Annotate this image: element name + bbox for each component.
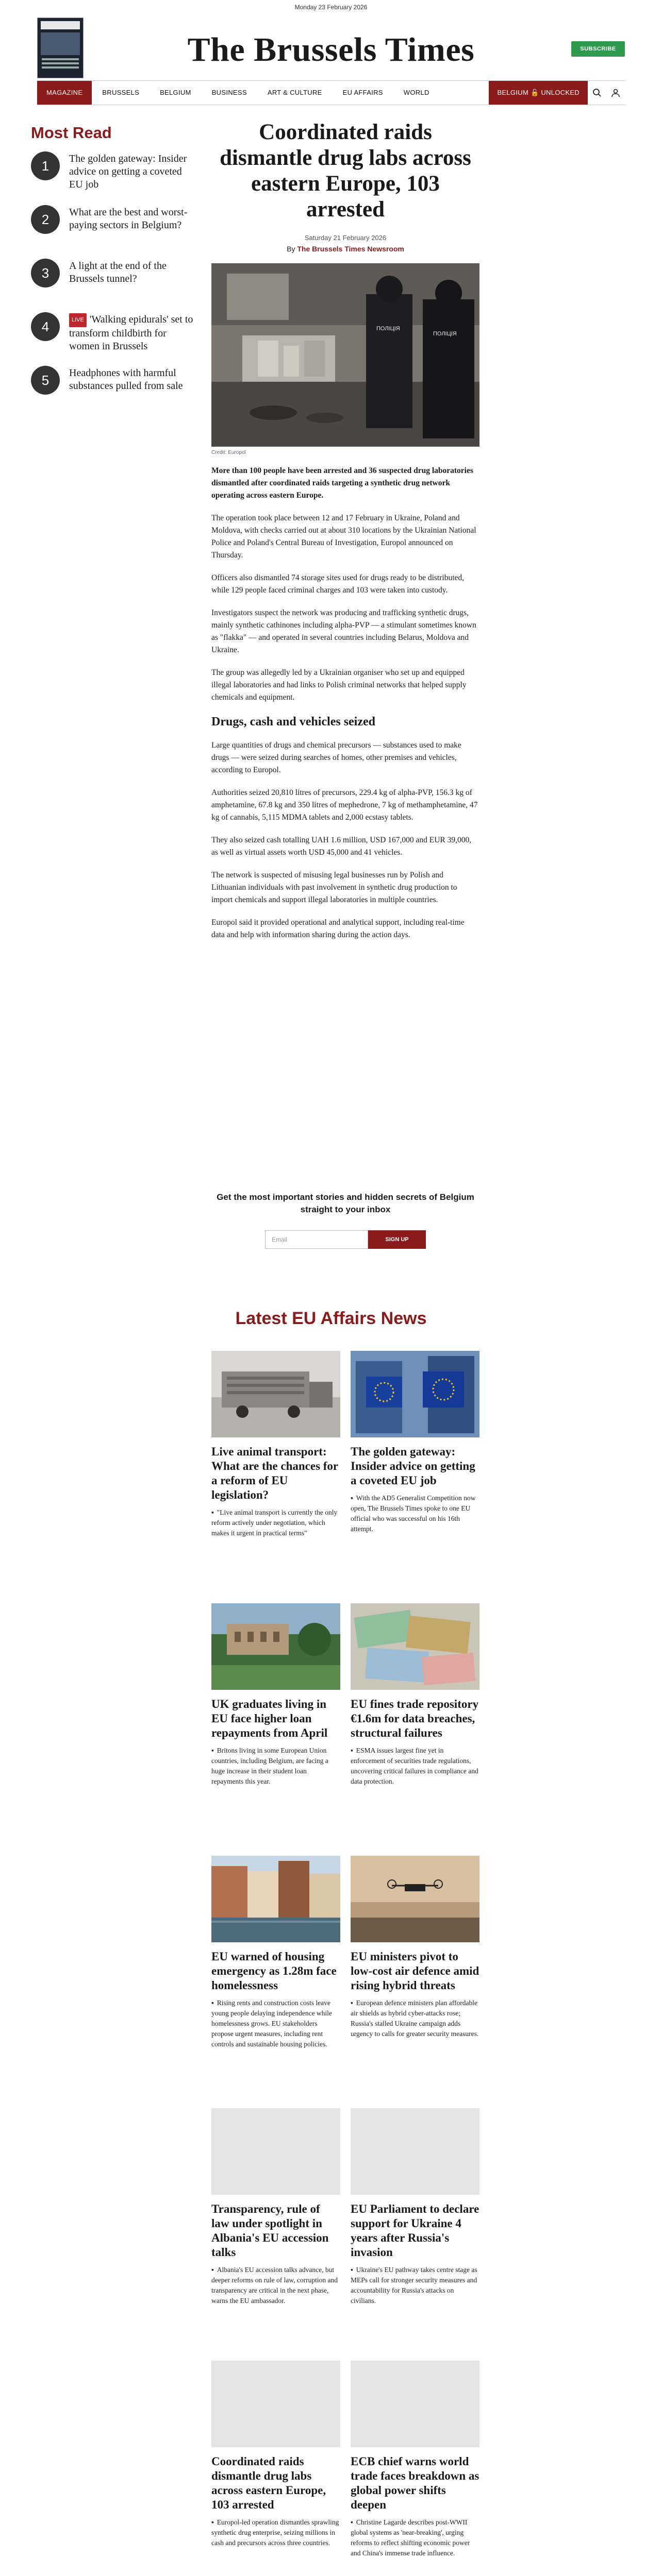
rank-badge: 2 bbox=[31, 205, 60, 234]
nav-item-belgium-unlocked[interactable]: BELGIUM 🔓 UNLOCKED bbox=[489, 81, 588, 105]
news-card-title[interactable]: EU warned of housing emergency as 1.28m face homelessness bbox=[211, 1950, 337, 1992]
article-paragraph: Investigators suspect the network was producing and trafficking synthetic drugs, mainly synthetic cathinones including alpha-PVP — a stimulant sometimes known as "flakka" — and operated in several countries including Belarus, Moldova and Ukraine. bbox=[211, 608, 476, 654]
news-card-blurb: ▪ Albania's EU accession talks advance, but deeper reforms on rule of law, corruption and transparency are critical in the next phase, warns the EU ambassador. bbox=[211, 2265, 340, 2306]
most-read-item[interactable] bbox=[31, 259, 196, 312]
most-read-title: Most Read bbox=[31, 124, 112, 142]
news-card-blurb: ▪ Ukraine's EU pathway takes centre stage as MEPs call for stronger security measures and accountability for Russia's attacks on civilians. bbox=[351, 2265, 479, 2306]
article-paragraph: They also seized cash totalling UAH 1.6 million, USD 167,000 and EUR 39,000, as well as virtual assets worth USD 45,000 and 41 vehicles. bbox=[211, 836, 472, 857]
top-date: Monday 23 February 2026 bbox=[294, 4, 368, 11]
nav-item-business[interactable]: BUSINESS bbox=[211, 89, 247, 96]
email-field[interactable]: Email bbox=[265, 1230, 368, 1249]
rank-badge: 5 bbox=[31, 366, 60, 395]
article-date: Saturday 21 February 2026 bbox=[304, 234, 387, 242]
article-paragraph: Large quantities of drugs and chemical precursors — substances used to make drugs — were seized during searches of homes, other premises and vehicles, according to Europol. bbox=[211, 741, 461, 774]
news-card[interactable] bbox=[351, 1603, 479, 1787]
police-label: ПОЛІЦІЯ bbox=[433, 331, 457, 337]
most-read-link-text[interactable]: 'Walking epidurals' set to transform childbirth for women in Brussels bbox=[69, 314, 193, 352]
police-label: ПОЛІЦІЯ bbox=[376, 326, 400, 332]
most-read-sidebar bbox=[31, 124, 196, 419]
news-card-title[interactable]: Transparency, rule of law under spotlight in Albania's EU accession talks bbox=[211, 2202, 329, 2259]
article-byline bbox=[211, 245, 479, 253]
news-card-image[interactable] bbox=[211, 1856, 340, 1942]
most-read-link[interactable]: A light at the end of the Brussels tunnel? bbox=[69, 260, 167, 284]
newsletter-signup bbox=[211, 1191, 479, 1249]
news-card[interactable] bbox=[211, 2361, 340, 2548]
news-card-title[interactable]: EU ministers pivot to low-cost air defence amid rising hybrid threats bbox=[351, 1950, 479, 1992]
subscribe-button[interactable]: SUBSCRIBE bbox=[571, 41, 625, 57]
nav-item-world[interactable]: WORLD bbox=[403, 89, 429, 96]
article bbox=[211, 120, 479, 941]
nav-item-art-culture[interactable]: ART & CULTURE bbox=[267, 89, 322, 96]
article-subhead: Drugs, cash and vehicles seized bbox=[211, 715, 375, 728]
masthead bbox=[0, 14, 662, 80]
nav-item-magazine[interactable]: MAGAZINE bbox=[37, 81, 92, 105]
most-read-link[interactable]: The golden gateway: Insider advice on getting a coveted EU job bbox=[69, 153, 187, 190]
news-card[interactable] bbox=[211, 1856, 340, 2049]
news-card-image[interactable] bbox=[211, 1603, 340, 1690]
news-card[interactable] bbox=[211, 1603, 340, 1787]
news-card[interactable] bbox=[211, 2108, 340, 2306]
rank-badge: 4 bbox=[31, 312, 60, 341]
article-hero-image bbox=[211, 263, 479, 447]
news-card-blurb: ▪ Rising rents and construction costs leave young people delaying independence while homelessness grows. EU stakeholders propose urgent measures, including rent controls and sustainable housing policies. bbox=[211, 1998, 340, 2049]
article-paragraph: The group was allegedly led by a Ukrainian organiser who set up and equipped illegal laboratories and had links to Polish criminal networks that helped supply chemicals and equipment. bbox=[211, 668, 467, 702]
news-card[interactable] bbox=[211, 1351, 340, 1538]
author-link[interactable]: The Brussels Times Newsroom bbox=[297, 245, 404, 253]
news-card-blurb: ▪ Europol-led operation dismantles sprawling synthetic drug enterprise, seizing millions in cash and precursors across three countries. bbox=[211, 2517, 340, 2548]
news-card-title[interactable]: EU fines trade repository €1.6m for data breaches, structural failures bbox=[351, 1698, 479, 1739]
news-card-title[interactable]: EU Parliament to declare support for Ukraine 4 years after Russia's invasion bbox=[351, 2202, 479, 2259]
newsletter-title: Get the most important stories and hidden secrets of Belgium straight to your inbox bbox=[217, 1192, 474, 1214]
news-card-image[interactable] bbox=[351, 2361, 479, 2447]
rank-badge: 3 bbox=[31, 259, 60, 287]
news-card-blurb: ▪ "Live animal transport is currently the only reform actively under negotiation, which makes it urgent in practical terms" bbox=[211, 1507, 340, 1538]
article-lead: More than 100 people have been arrested and 36 suspected drug laboratories dismantled after coordinated raids targeting a synthetic drug network operating across eastern Europe. bbox=[211, 466, 473, 500]
article-paragraph: Europol said it provided operational and analytical support, including real-time data and help with information sharing during the action days. bbox=[211, 918, 465, 939]
news-card[interactable] bbox=[351, 2108, 479, 2306]
news-card-blurb: ▪ Christine Lagarde describes post-WWII global systems as 'near-breaking', urging reforms to reflect shifting economic power and China's immense trade influence. bbox=[351, 2517, 479, 2558]
news-card-blurb: ▪ ESMA issues largest fine yet in enforcement of securities trade regulations, uncovering critical failures in compliance and data protection. bbox=[351, 1745, 479, 1787]
most-read-item[interactable] bbox=[31, 366, 196, 419]
user-icon[interactable] bbox=[606, 81, 625, 105]
image-credit: Credit: Europol bbox=[211, 450, 246, 455]
news-card-blurb: ▪ European defence ministers plan affordable air shields as hybrid cyber-attacks rose; Russia's stalled Ukraine campaign adds urgency to calls for greater security measures. bbox=[351, 1998, 479, 2039]
most-read-item[interactable] bbox=[31, 312, 196, 366]
news-card-blurb: ▪ With the AD5 Generalist Competition now open, The Brussels Times spoke to one EU official who was successful on his 16th attempt. bbox=[351, 1493, 479, 1534]
news-card-title[interactable]: The golden gateway: Insider advice on getting a coveted EU job bbox=[351, 1445, 475, 1487]
nav-item-eu-affairs[interactable]: EU AFFAIRS bbox=[342, 89, 383, 96]
most-read-link[interactable]: Headphones with harmful substances pulled from sale bbox=[69, 367, 183, 392]
most-read-item[interactable] bbox=[31, 151, 196, 205]
nav-item-brussels[interactable]: BRUSSELS bbox=[102, 89, 140, 96]
sign-up-button[interactable]: SIGN UP bbox=[368, 1230, 426, 1249]
news-card-image[interactable] bbox=[351, 2108, 479, 2195]
news-card-image[interactable] bbox=[211, 2361, 340, 2447]
main-nav bbox=[37, 80, 625, 105]
news-card[interactable] bbox=[351, 2361, 479, 2558]
news-card-title[interactable]: UK graduates living in EU face higher loan repayments from April bbox=[211, 1698, 328, 1739]
news-card[interactable] bbox=[351, 1351, 479, 1534]
rank-badge: 1 bbox=[31, 151, 60, 180]
news-card-image[interactable] bbox=[351, 1603, 479, 1690]
news-card-blurb: ▪ Britons living in some European Union countries, including Belgium, are facing a huge increase in their student loan repayments this year. bbox=[211, 1745, 340, 1787]
byline-prefix: By bbox=[287, 245, 295, 253]
news-card[interactable] bbox=[351, 1856, 479, 2039]
live-badge: LIVE bbox=[69, 313, 87, 327]
news-card-title[interactable]: Live animal transport: What are the chances for a reform of EU legislation? bbox=[211, 1445, 338, 1501]
most-read-item[interactable] bbox=[31, 205, 196, 259]
article-paragraph: Authorities seized 20,810 litres of precursors, 229.4 kg of alpha-PVP, 156.3 kg of amphetamine, 67.8 kg and 350 litres of mephedrone, 7 kg of methamphetamine, 47 kg of cannabis, 5,115 MDMA tablets and 2,000 ecstasy tablets. bbox=[211, 788, 478, 822]
article-paragraph: The operation took place between 12 and 17 February in Ukraine, Poland and Moldova, with checks carried out at about 310 locations by the Ukrainian National Police and Poland's Central Bureau of Investigation, Europol announced on Thursday. bbox=[211, 514, 476, 560]
nav-item-belgium[interactable]: BELGIUM bbox=[160, 89, 191, 96]
news-card-title[interactable]: ECB chief warns world trade faces breakdown as global power shifts deepen bbox=[351, 2455, 479, 2511]
news-card-image[interactable] bbox=[351, 1351, 479, 1437]
most-read-link[interactable] bbox=[69, 312, 196, 353]
article-paragraph: Officers also dismantled 74 storage sites used for drugs ready to be distributed, while 129 people faced criminal charges and 103 were taken into custody. bbox=[211, 573, 465, 595]
latest-news-title: Latest EU Affairs News bbox=[235, 1309, 427, 1328]
news-card-image[interactable] bbox=[211, 1351, 340, 1437]
article-headline: Coordinated raids dismantle drug labs across eastern Europe, 103 arrested bbox=[220, 120, 471, 222]
news-card-image[interactable] bbox=[211, 2108, 340, 2195]
most-read-link[interactable]: What are the best and worst-paying sectors in Belgium? bbox=[69, 207, 188, 231]
news-card-image[interactable] bbox=[351, 1856, 479, 1942]
site-logo[interactable]: The Brussels Times bbox=[187, 31, 475, 69]
article-paragraph: The network is suspected of misusing legal businesses run by Polish and Lithuanian individuals with past involvement in synthetic drug production to import chemicals and support illegal laboratories in multiple countries. bbox=[211, 871, 457, 904]
news-card-title[interactable]: Coordinated raids dismantle drug labs across eastern Europe, 103 arrested bbox=[211, 2455, 326, 2511]
search-icon[interactable] bbox=[588, 81, 606, 105]
